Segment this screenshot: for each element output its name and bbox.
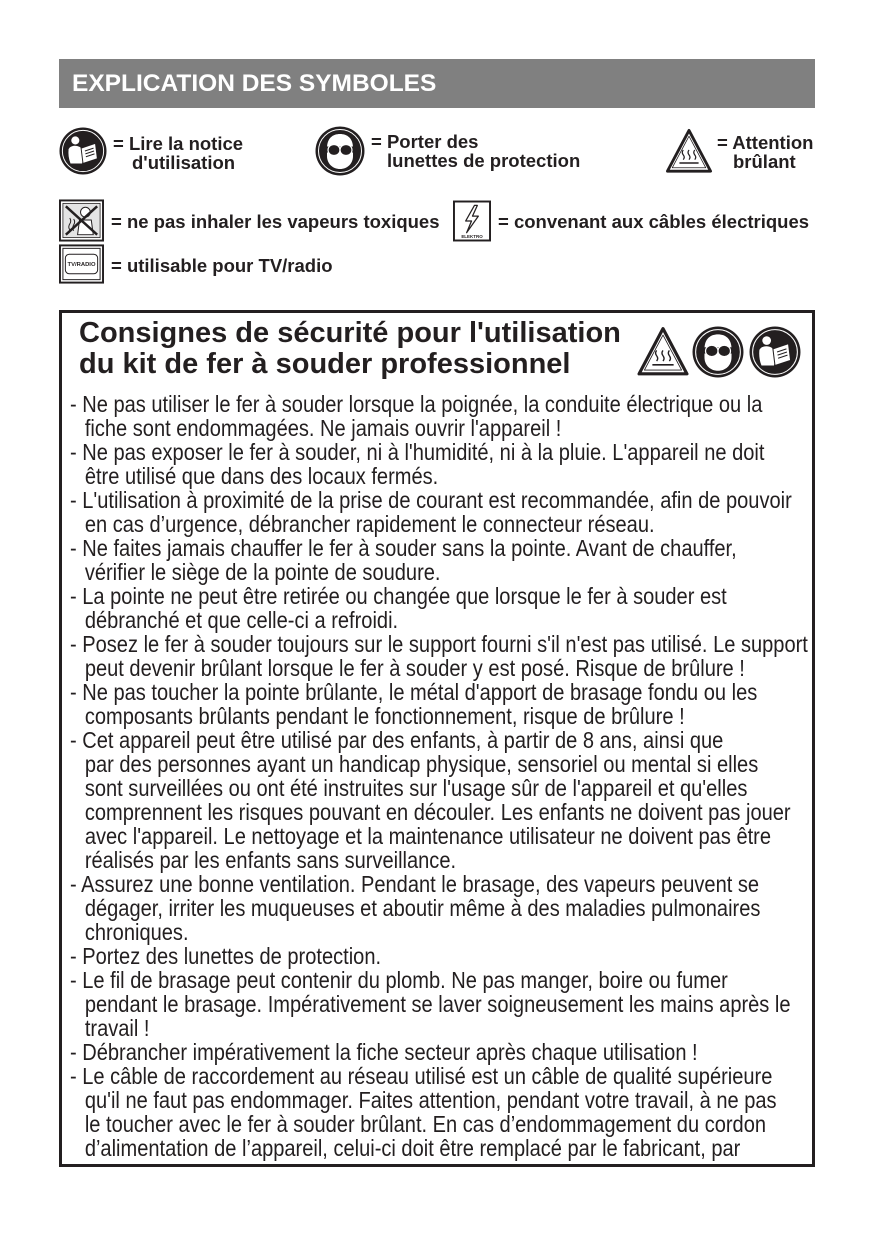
symbol-label-line: d'utilisation	[132, 152, 236, 173]
read-manual-icon	[749, 326, 801, 378]
safety-item-line: composants brûlants pendant le fonctionnement, risque de brûlure !	[84, 703, 685, 729]
safety-item-line: - Débrancher impérativement la fiche secteur après chaque utilisation !	[70, 1039, 698, 1065]
safety-goggles-icon	[692, 326, 744, 378]
safety-item-line: peut devenir brûlant lorsque le fer à souder y est posé. Risque de brûlure !	[84, 655, 745, 681]
tv-radio-icon-caption: TV/RADIO	[67, 262, 96, 269]
safety-item-line: - Ne pas utiliser le fer à souder lorsque la poignée, la conduite électrique ou la	[70, 391, 763, 417]
electric-cable-icon	[453, 200, 491, 242]
safety-item-line: avec l'appareil. Le nettoyage et la maintenance utilisateur ne doivent pas être	[84, 823, 772, 849]
tv-radio-icon	[59, 244, 104, 284]
safety-item	[70, 728, 811, 872]
symbol-label-line: = Lire la notice	[113, 133, 244, 154]
read-manual-icon	[59, 127, 107, 175]
safety-item-line: - Le fil de brasage peut contenir du plomb. Ne pas manger, boire ou fumer	[70, 967, 728, 993]
safety-item-line: - Ne pas exposer le fer à souder, ni à l'humidité, ni à la pluie. L'appareil ne doit	[70, 439, 765, 465]
safety-item	[70, 536, 811, 584]
safety-item	[70, 1064, 811, 1160]
safety-instructions-list	[70, 392, 811, 1160]
safety-item-line: - Portez des lunettes de protection.	[70, 943, 382, 969]
no-inhale-toxic-vapors-icon	[59, 199, 104, 242]
safety-item-line: - L'utilisation à proximité de la prise de courant est recommandée, afin de pouvoir	[70, 487, 792, 513]
safety-item	[70, 488, 811, 536]
symbols-header-bar	[59, 59, 815, 108]
hot-surface-warning-icon	[636, 326, 690, 377]
safety-item	[70, 680, 811, 728]
safety-item-line: - Assurez une bonne ventilation. Pendant le brasage, des vapeurs peuvent se	[70, 871, 760, 897]
safety-item	[70, 584, 811, 632]
symbol-label-line: = Porter des	[371, 131, 479, 152]
safety-item	[70, 872, 811, 944]
safety-item-line: travail !	[84, 1015, 150, 1041]
symbol-label-line: brûlant	[733, 151, 796, 172]
safety-item	[70, 392, 811, 440]
safety-item	[70, 440, 811, 488]
safety-item-line: - Cet appareil peut être utilisé par des enfants, à partir de 8 ans, ainsi que	[70, 727, 724, 753]
safety-item-line: sont surveillées ou ont été instruites sur l'usage sûr de l'appareil et qu'elles	[84, 775, 748, 801]
safety-item-line: - La pointe ne peut être retirée ou changée que lorsque le fer à souder est	[70, 583, 727, 609]
symbol-label: = ne pas inhaler les vapeurs toxiques	[111, 211, 440, 232]
safety-item-line: fiche sont endommagées. Ne jamais ouvrir l'appareil !	[84, 415, 562, 441]
safety-goggles-icon	[315, 126, 365, 176]
symbol-label: = utilisable pour TV/radio	[111, 255, 333, 276]
symbols-header-title: EXPLICATION DES SYMBOLES	[72, 70, 437, 97]
safety-item-line: - Ne faites jamais chauffer le fer à souder sans la pointe. Avant de chauffer,	[70, 535, 737, 561]
safety-item-line: d’alimentation de l’appareil, celui-ci doit être remplacé par le fabricant, par	[84, 1135, 741, 1161]
safety-item	[70, 632, 811, 680]
safety-item-line: vérifier le siège de la pointe de soudure.	[84, 559, 441, 585]
safety-item-line: - Le câble de raccordement au réseau utilisé est un câble de qualité supérieure	[70, 1063, 773, 1089]
symbol-label	[371, 132, 580, 170]
safety-item	[70, 944, 811, 968]
safety-item	[70, 968, 811, 1040]
safety-item-line: chroniques.	[84, 919, 189, 945]
safety-item-line: en cas d’urgence, débrancher rapidement le connecteur réseau.	[84, 511, 655, 537]
hot-surface-warning-icon	[665, 128, 713, 174]
safety-item-line: réalisés par les enfants sans surveillance.	[84, 847, 457, 873]
safety-item-line: comprennent les risques pouvant en découler. Les enfants ne doivent pas jouer	[84, 799, 791, 825]
safety-item-line: le toucher avec le fer à souder brûlant. En cas d’endommagement du cordon	[84, 1111, 767, 1137]
safety-item-line: dégager, irriter les muqueuses et aboutir même à des maladies pulmonaires	[84, 895, 761, 921]
safety-item-line: par des personnes ayant un handicap physique, sensoriel ou mental si elles	[84, 751, 759, 777]
symbol-label	[717, 133, 813, 171]
safety-title-line: du kit de fer à souder professionnel	[79, 348, 571, 380]
symbol-label	[113, 134, 243, 172]
electric-icon-caption: ELEKTRO	[461, 234, 483, 240]
safety-item-line: - Posez le fer à souder toujours sur le support fourni s'il n'est pas utilisé. Le support	[70, 631, 808, 657]
safety-item-line: être utilisé que dans des locaux fermés.	[84, 463, 439, 489]
symbol-label-line: = Attention	[717, 132, 814, 153]
safety-item	[70, 1040, 811, 1064]
safety-title-line: Consignes de sécurité pour l'utilisation	[79, 317, 621, 349]
safety-item-line: pendant le brasage. Impérativement se laver soigneusement les mains après le	[84, 991, 791, 1017]
safety-title	[79, 318, 621, 380]
safety-item-line: débranché et que celle-ci a refroidi.	[84, 607, 399, 633]
symbol-label-line: lunettes de protection	[387, 150, 581, 171]
safety-instructions-box	[59, 310, 815, 1167]
safety-item-line: qu'il ne faut pas endommager. Faites attention, pendant votre travail, à ne pas	[84, 1087, 777, 1113]
symbol-label: = convenant aux câbles électriques	[498, 211, 810, 232]
safety-item-line: - Ne pas toucher la pointe brûlante, le métal d'apport de brasage fondu ou les	[70, 679, 758, 705]
